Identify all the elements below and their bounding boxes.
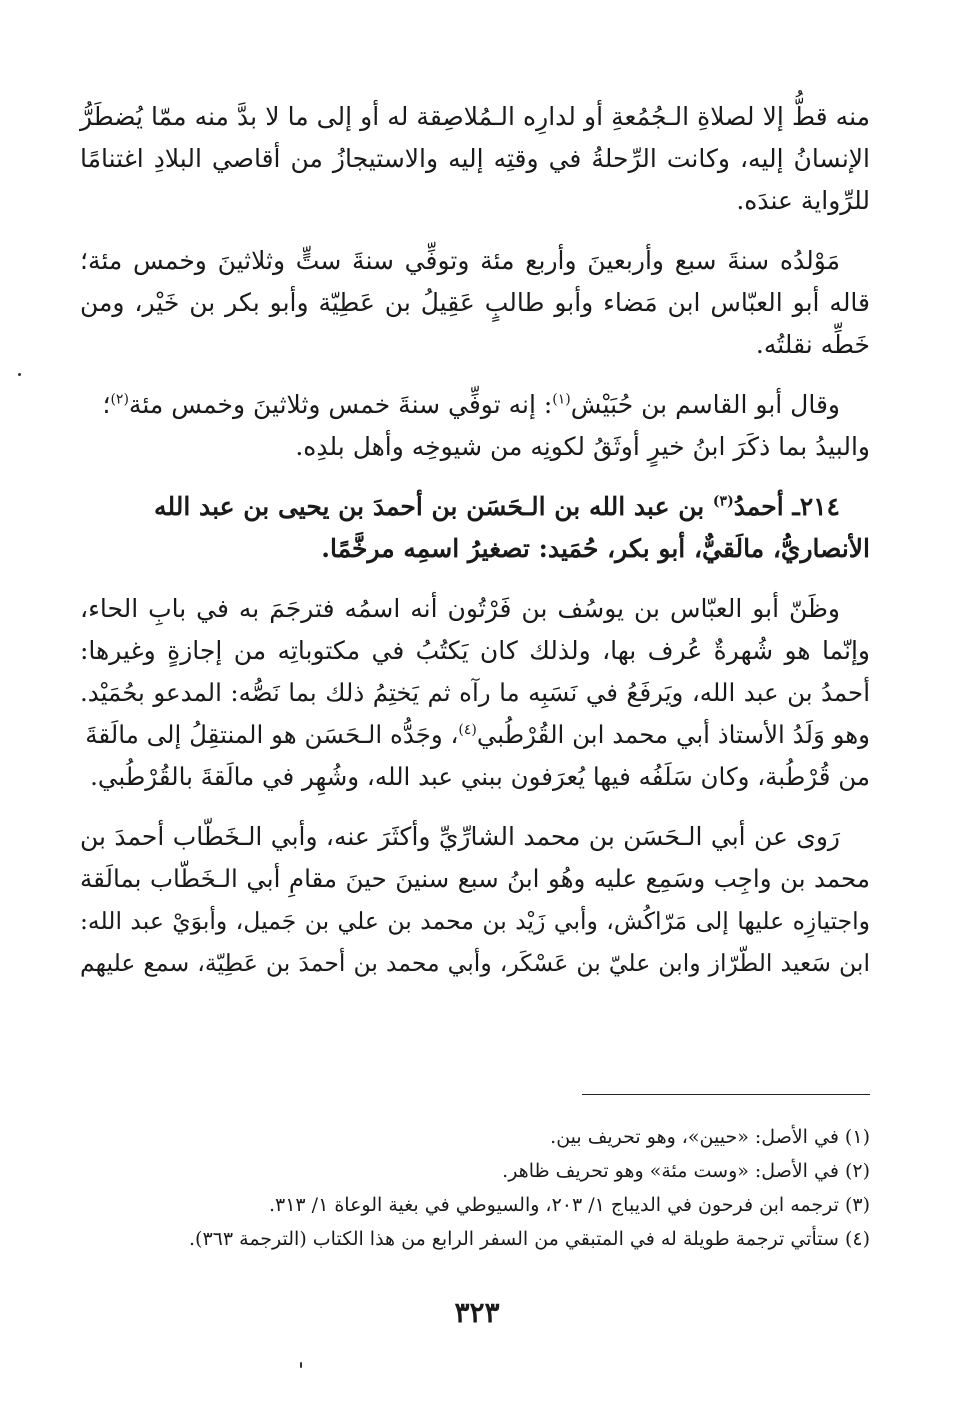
text-line: مَوْلدُه سنةَ سبع وأربعينَ وأربع مئة وتوفِّي سنةَ ستٍّ وثلاثينَ وخمس مئة؛ (80, 246, 840, 275)
footnote-4: (٤) ستأتي ترجمة طويلة له في المتبقي من السفر الرابع من هذا الكتاب (الترجمة ٣٦٣). (189, 1228, 870, 1250)
entry-title-line (80, 486, 870, 528)
text-line: خَطِّه نقلتُه. (755, 330, 870, 359)
text-fragment: ، وجَدُّه الـحَسَن هو المنتقِلُ إلى مالَقةَ (85, 720, 459, 749)
scan-speck (18, 373, 21, 376)
text-line: واجتيازِه عليها إلى مَرّاكُش، وأبي زَيْد بن محمد بن علي بن جَميل، وأبوَيْ عبد الله: (80, 907, 870, 935)
paragraph-5 (80, 816, 870, 984)
text-line: ابن سَعيد الطّرّاز وابن عليّ بن عَسْكَر، وأبي محمد بن أحمدَ بن عَطِيّة، سمع عليهم (80, 949, 870, 977)
text-line: وظَنّ أبو العبّاس بن يوسُف بن فَرْتُون أنه اسمُه فترجَمَ به في بابِ الحاء، (80, 594, 840, 623)
text-line: منه قطُّ إلا لصلاةِ الـجُمُعةِ أو لدارِه الـمُلاصِقة له أو إلى ما لا بدَّ منه ممّا يُضطَرُّ (80, 102, 870, 131)
main-text (80, 96, 870, 1002)
text-line: الإنسانُ إليه، وكانت الرِّحلةُ في وقتِه إليه والاستيجازُ من أقاصي البلادِ اغتنامًا (80, 144, 870, 173)
footnote-ref[interactable]: (٤) (458, 721, 477, 738)
page-number: ٣٢٣ (454, 1296, 500, 1329)
text-line: وإنّما هو شُهرةٌ عُرف بها، ولذلك كان يَكتُبُ في مكتوباتِه من إجازةٍ وغيرها: (80, 636, 870, 665)
text-line (80, 714, 870, 756)
footnote-ref[interactable]: (١) (552, 391, 571, 408)
entry-heading (80, 486, 870, 570)
text-line: محمد بن واجِب وسَمِع عليه وهُو ابنُ سبع سنينَ حينَ مقامِ أبي الـخَطّاب بمالَقة (80, 864, 870, 893)
entry-number: ٢١٤ـ أحمدُ (733, 492, 840, 521)
footnotes (80, 1120, 870, 1256)
text-fragment: وهو وَلَدُ الأستاذ أبي محمد ابن القُرْطُبي (476, 720, 870, 749)
text-fragment: : إنه توفِّي سنةَ خمس وثلاثينَ وخمس مئة (128, 390, 553, 419)
text-fragment: ؛ (102, 390, 111, 419)
text-line: للرِّواية عندَه. (736, 186, 870, 215)
entry-title-line: الأنصاريُّ، مالَقيٌّ، أبو بكر، حُمَيد: تصغيرُ اسمِه مرخَّمًا. (321, 534, 870, 563)
footnote-ref[interactable]: (٣) (712, 493, 734, 510)
text-line: من قُرْطُبة، وكان سَلَفُه فيها يُعرَفون ببني عبد الله، وشُهِر في مالَقةَ بالقُرْطُبي. (90, 762, 870, 791)
footnote-1: (١) في الأصل: «حيين»، وهو تحريف بين. (550, 1126, 870, 1148)
footnote-3: (٣) ترجمه ابن فرحون في الديباج ١/ ٢٠٣، والسيوطي في بغية الوعاة ١/ ٣١٣. (268, 1194, 870, 1216)
text-line: قاله أبو العبّاس ابن مَضاء وأبو طالبٍ عَقِيلُ بن عَطِيّة وأبو بكر بن خَيْر، ومن (80, 288, 870, 317)
paragraph-1 (80, 96, 870, 222)
entry-name: بن عبد الله بن الـحَسَن بن أحمدَ بن يحيى بن عبد الله (154, 492, 713, 521)
text-line: والبيدُ بما ذكَرَ ابنُ خيرٍ أوثَقُ لكونِه من شيوخِه وأهل بلدِه. (295, 432, 870, 461)
text-line (80, 384, 870, 426)
paragraph-4 (80, 588, 870, 798)
footnote-2: (٢) في الأصل: «وست مئة» وهو تحريف ظاهر. (502, 1160, 870, 1182)
footnote-separator (582, 1094, 870, 1095)
text-line: أحمدُ بن عبد الله، ويَرفَعُ في نَسَبِه ما رآه ثم يَختِمُ ذلك بما نَصُّه: المدعو بحُمَيْد. (80, 678, 870, 707)
text-fragment: وقال أبو القاسم بن حُبَيْش (570, 390, 840, 419)
footnote-ref[interactable]: (٢) (110, 391, 129, 408)
paragraph-2 (80, 240, 870, 366)
scan-speck (300, 1362, 302, 1368)
text-line: رَوى عن أبي الـحَسَن بن محمد الشارِّيِّ وأكثَرَ عنه، وأبي الـخَطّاب أحمدَ بن (80, 822, 840, 851)
paragraph-3 (80, 384, 870, 468)
